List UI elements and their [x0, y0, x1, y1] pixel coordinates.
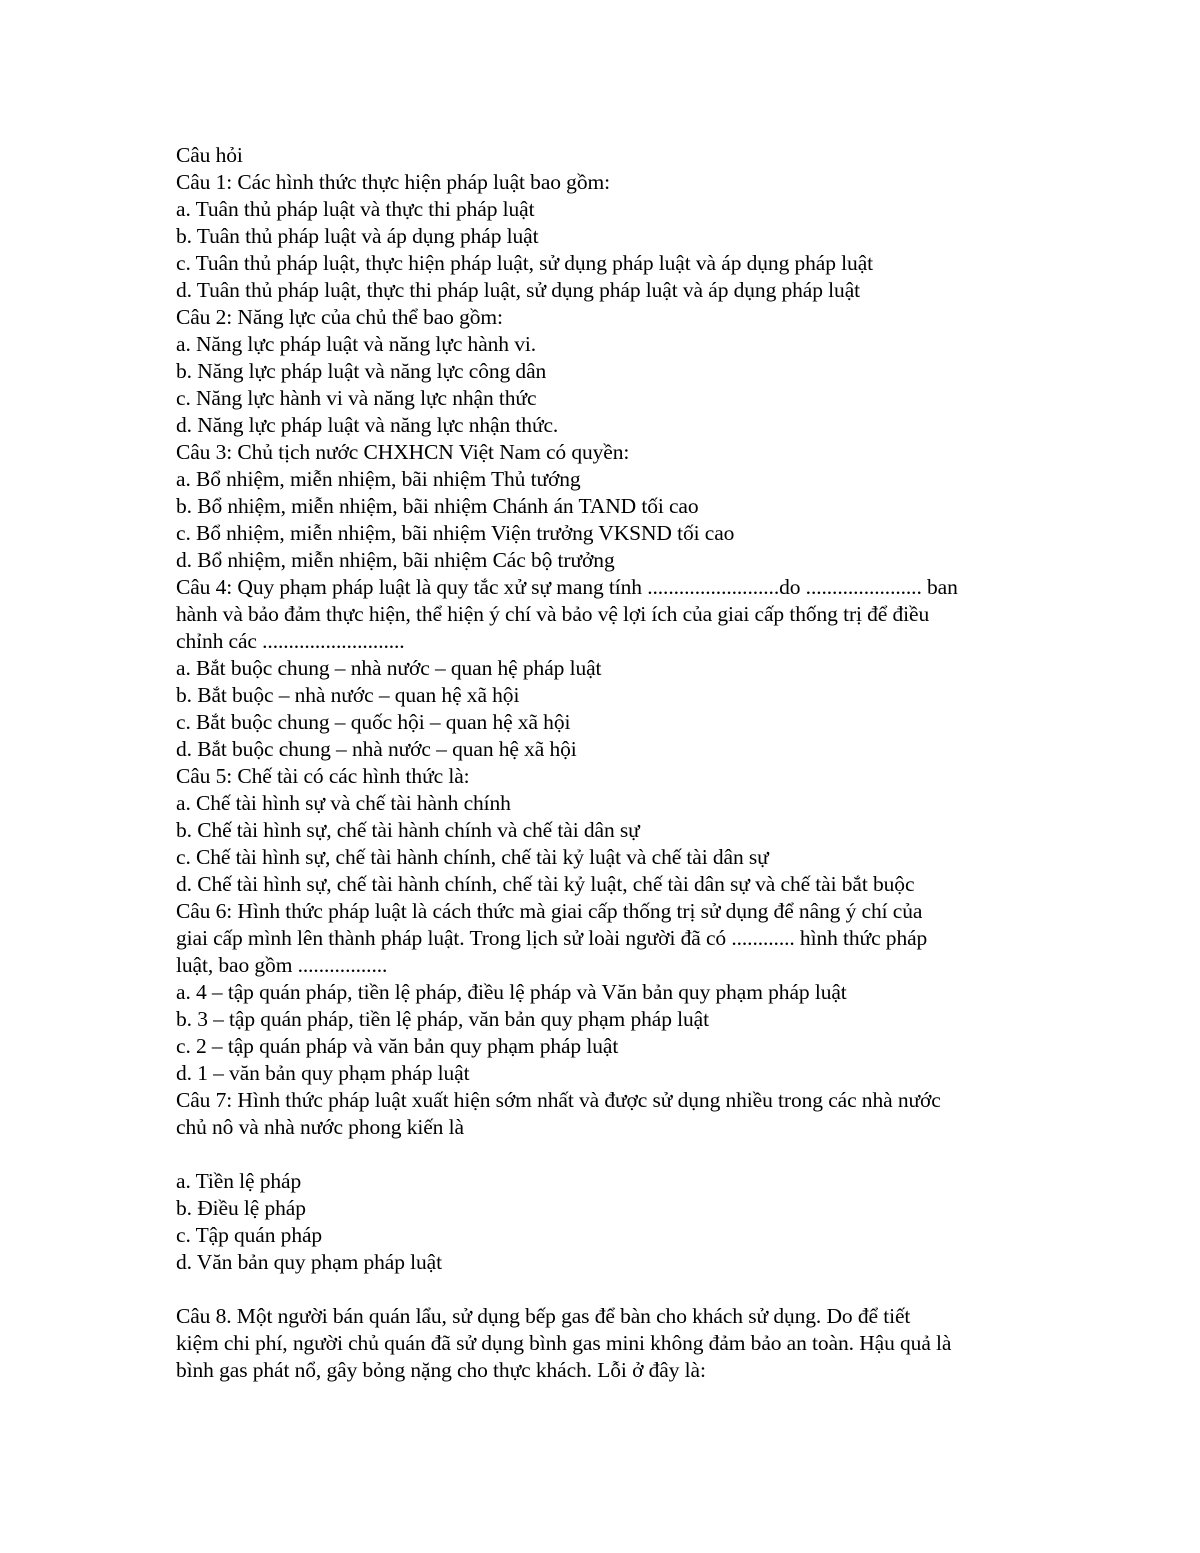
question-2-option-b: b. Năng lực pháp luật và năng lực công dân [176, 359, 547, 383]
question-1-option-c: c. Tuân thủ pháp luật, thực hiện pháp luật, sử dụng pháp luật và áp dụng pháp luật [176, 251, 874, 275]
question-6-text-line-1: Câu 6: Hình thức pháp luật là cách thức mà giai cấp thống trị sử dụng để nâng ý chí của [176, 899, 923, 923]
question-6-option-d: d. 1 – văn bản quy phạm pháp luật [176, 1061, 470, 1085]
question-6-option-c: c. 2 – tập quán pháp và văn bản quy phạm pháp luật [176, 1034, 619, 1058]
question-5-text: Câu 5: Chế tài có các hình thức là: [176, 764, 470, 788]
question-1-option-b: b. Tuân thủ pháp luật và áp dụng pháp luật [176, 224, 539, 248]
question-4-option-c: c. Bắt buộc chung – quốc hội – quan hệ xã hội [176, 710, 571, 734]
question-2-option-c: c. Năng lực hành vi và năng lực nhận thức [176, 386, 537, 410]
question-1-option-d: d. Tuân thủ pháp luật, thực thi pháp luật, sử dụng pháp luật và áp dụng pháp luật [176, 278, 861, 302]
document-title: Câu hỏi [176, 143, 243, 167]
question-6-text-line-3: luật, bao gồm ................. [176, 953, 388, 977]
question-7-option-a: a. Tiền lệ pháp [176, 1169, 302, 1193]
question-4-text-line-3: chỉnh các ........................... [176, 629, 405, 653]
blank-line [176, 1276, 1036, 1303]
question-8-text-line-1: Câu 8. Một người bán quán lẩu, sử dụng bếp gas để bàn cho khách sử dụng. Do để tiết [176, 1304, 911, 1328]
question-4-option-d: d. Bắt buộc chung – nhà nước – quan hệ xã hội [176, 737, 577, 761]
question-6-text-line-2: giai cấp mình lên thành pháp luật. Trong lịch sử loài người đã có ............ hình thức pháp [176, 926, 928, 950]
question-6-option-b: b. 3 – tập quán pháp, tiền lệ pháp, văn bản quy phạm pháp luật [176, 1007, 709, 1031]
question-5-option-b: b. Chế tài hình sự, chế tài hành chính và chế tài dân sự [176, 818, 640, 842]
question-3-text: Câu 3: Chủ tịch nước CHXHCN Việt Nam có quyền: [176, 440, 630, 464]
question-1-text: Câu 1: Các hình thức thực hiện pháp luật bao gồm: [176, 170, 610, 194]
question-3-option-a: a. Bổ nhiệm, miễn nhiệm, bãi nhiệm Thủ tướng [176, 467, 581, 491]
question-7-option-b: b. Điều lệ pháp [176, 1196, 306, 1220]
question-8-text-line-3: bình gas phát nổ, gây bỏng nặng cho thực khách. Lỗi ở đây là: [176, 1358, 706, 1382]
question-5-option-a: a. Chế tài hình sự và chế tài hành chính [176, 791, 511, 815]
question-3-option-b: b. Bổ nhiệm, miễn nhiệm, bãi nhiệm Chánh án TAND tối cao [176, 494, 699, 518]
question-4-option-a: a. Bắt buộc chung – nhà nước – quan hệ pháp luật [176, 656, 602, 680]
document-content [176, 142, 1036, 1384]
question-4-option-b: b. Bắt buộc – nhà nước – quan hệ xã hội [176, 683, 520, 707]
question-7-option-c: c. Tập quán pháp [176, 1223, 323, 1247]
question-8-text-line-2: kiệm chi phí, người chủ quán đã sử dụng bình gas mini không đảm bảo an toàn. Hậu quả là [176, 1331, 952, 1355]
question-7-text-line-2: chủ nô và nhà nước phong kiến là [176, 1115, 464, 1139]
question-7-text-line-1: Câu 7: Hình thức pháp luật xuất hiện sớm nhất và được sử dụng nhiều trong các nhà nước [176, 1088, 941, 1112]
question-5-option-c: c. Chế tài hình sự, chế tài hành chính, chế tài kỷ luật và chế tài dân sự [176, 845, 769, 869]
question-5-option-d: d. Chế tài hình sự, chế tài hành chính, chế tài kỷ luật, chế tài dân sự và chế tài bắt buộc [176, 872, 915, 896]
question-3-option-c: c. Bổ nhiệm, miễn nhiệm, bãi nhiệm Viện trưởng VKSND tối cao [176, 521, 735, 545]
question-2-text: Câu 2: Năng lực của chủ thể bao gồm: [176, 305, 503, 329]
question-1-option-a: a. Tuân thủ pháp luật và thực thi pháp luật [176, 197, 535, 221]
question-7-option-d: d. Văn bản quy phạm pháp luật [176, 1250, 442, 1274]
question-6-option-a: a. 4 – tập quán pháp, tiền lệ pháp, điều lệ pháp và Văn bản quy phạm pháp luật [176, 980, 847, 1004]
question-3-option-d: d. Bổ nhiệm, miễn nhiệm, bãi nhiệm Các bộ trưởng [176, 548, 615, 572]
blank-line [176, 1141, 1036, 1168]
question-4-text-line-2: hành và bảo đảm thực hiện, thể hiện ý chí và bảo vệ lợi ích của giai cấp thống trị để điều [176, 602, 930, 626]
question-4-text-line-1: Câu 4: Quy phạm pháp luật là quy tắc xử sự mang tính .........................do ...................... ban [176, 575, 958, 599]
question-2-option-d: d. Năng lực pháp luật và năng lực nhận thức. [176, 413, 559, 437]
question-2-option-a: a. Năng lực pháp luật và năng lực hành vi. [176, 332, 537, 356]
